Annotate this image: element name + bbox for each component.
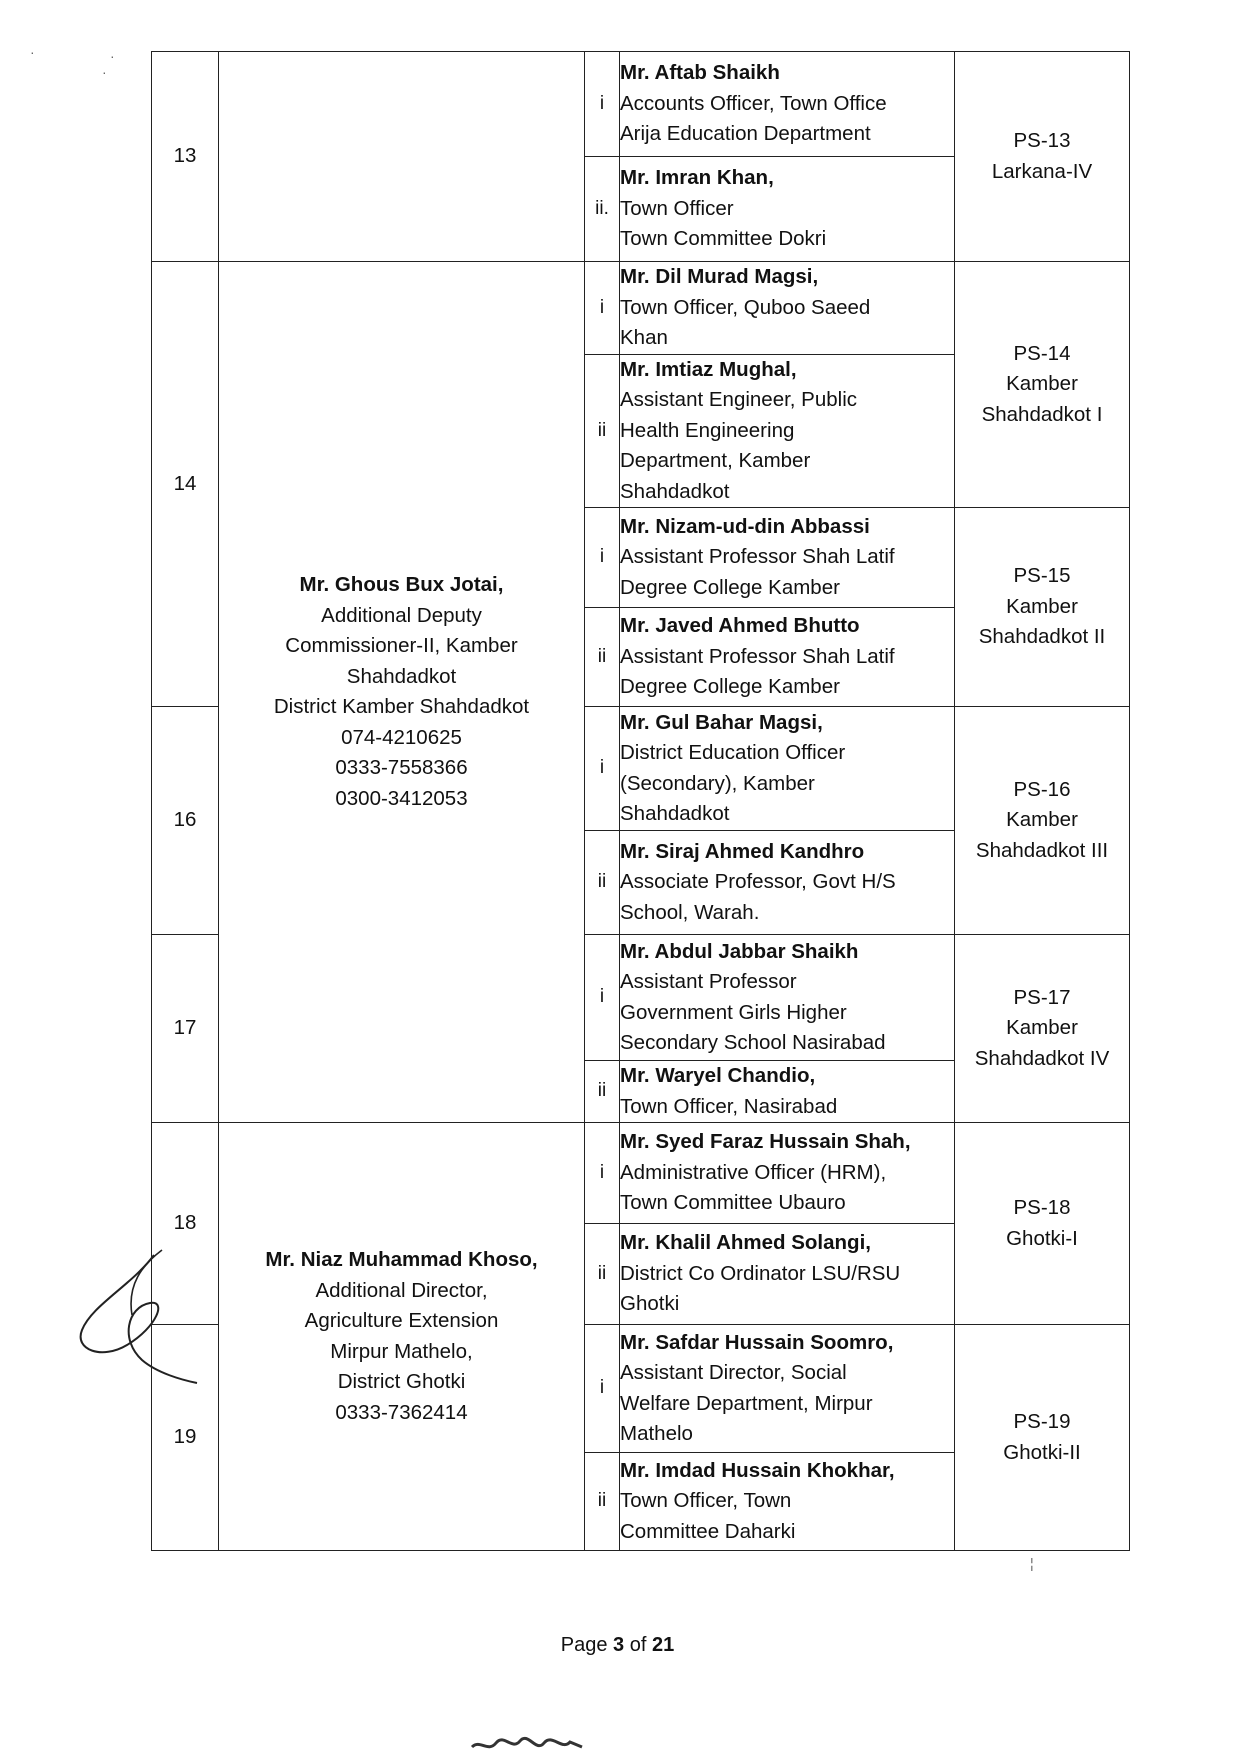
staff-name: Mr. Imtiaz Mughal,: [620, 357, 797, 381]
staff-designation-line: Administrative Officer (HRM),: [620, 1160, 887, 1184]
staff-designation-line: Arija Education Department: [620, 122, 871, 146]
officer-detail-line: District Kamber Shahdadkot: [273, 695, 530, 718]
staff-designation-line: Town Officer: [620, 196, 734, 220]
constituency-code: PS-17: [1013, 985, 1071, 1009]
staff-name: Mr. Waryel Chandio,: [620, 1064, 816, 1087]
page-total: 21: [651, 1634, 675, 1656]
constituency-name: Larkana-IV: [991, 159, 1093, 183]
staff-designation-line: Committee Daharki: [620, 1519, 796, 1543]
staff-name: Mr. Aftab Shaikh: [620, 61, 780, 85]
staff-designation-line: Ghotki: [620, 1292, 680, 1316]
staff-designation-line: School, Warah.: [620, 900, 760, 924]
officer-detail-line: Shahdadkot: [346, 664, 457, 688]
serial-number-cell: 18: [152, 1123, 219, 1325]
page-label: Page: [560, 1634, 614, 1656]
staff-name: Mr. Imran Khan,: [620, 166, 774, 190]
constituency-code: PS-15: [1013, 564, 1071, 588]
constituency-name: Kamber: [1006, 808, 1078, 832]
officer-detail-line: Commissioner-II, Kamber: [285, 634, 518, 657]
staff-designation-line: District Education Officer: [620, 741, 846, 764]
officer-detail-line: Mirpur Mathelo,: [330, 1339, 473, 1363]
staff-designation-line: Department, Kamber: [620, 449, 811, 472]
staff-designation-line: Secondary School Nasirabad: [620, 1031, 886, 1054]
staff-designation-line: Government Girls Higher: [620, 1000, 847, 1024]
staff-cell: [620, 157, 955, 262]
constituency-cell: [955, 707, 1130, 935]
scribble-mark-icon: [470, 1735, 585, 1755]
serial-number-cell: 16: [152, 707, 219, 935]
scan-mark: ¦: [1030, 1555, 1034, 1571]
staff-designation-line: Town Officer, Town: [620, 1489, 792, 1513]
staff-cell: [620, 1123, 955, 1224]
staff-designation-line: Town Officer, Quboo Saeed: [620, 295, 871, 319]
sub-index-cell: i: [585, 508, 620, 608]
staff-cell: [620, 508, 955, 608]
serial-number-cell: 13: [152, 52, 219, 262]
sub-index-cell: ii.: [585, 157, 620, 262]
constituency-cell: [955, 935, 1130, 1123]
staff-designation-line: Assistant Professor Shah Latif: [620, 545, 895, 569]
staff-designation-line: Shahdadkot: [620, 802, 730, 825]
serial-number-cell: 19: [152, 1325, 219, 1551]
constituency-name: Shahdadkot III: [975, 838, 1109, 862]
staff-cell: [620, 707, 955, 831]
staff-cell: [620, 354, 955, 508]
officer-detail-line: Agriculture Extension: [304, 1309, 499, 1332]
staff-designation-line: Assistant Professor Shah Latif: [620, 644, 895, 668]
constituency-name: Shahdadkot IV: [974, 1046, 1110, 1070]
staff-name: Mr. Safdar Hussain Soomro,: [620, 1330, 894, 1354]
officer-phone: 0300-3412053: [335, 786, 468, 810]
constituency-cell: [955, 52, 1130, 262]
staff-designation-line: (Secondary), Kamber: [620, 771, 815, 795]
sub-index-cell: i: [585, 262, 620, 355]
staff-name: Mr. Imdad Hussain Khokhar,: [620, 1458, 895, 1482]
officer-name: Mr. Niaz Muhammad Khoso,: [265, 1248, 538, 1271]
officer-detail-line: District Ghotki: [337, 1370, 466, 1393]
constituency-cell: [955, 1325, 1130, 1551]
constituency-code: PS-18: [1013, 1196, 1071, 1219]
constituency-cell: [955, 262, 1130, 508]
staff-name: Mr. Abdul Jabbar Shaikh: [620, 939, 859, 963]
page-of: of: [624, 1634, 652, 1656]
sub-index-cell: i: [585, 52, 620, 157]
constituency-name: Kamber: [1006, 372, 1078, 396]
sub-index-cell: ii: [585, 354, 620, 508]
staff-designation-line: Degree College Kamber: [620, 675, 840, 699]
staff-name: Mr. Javed Ahmed Bhutto: [620, 614, 860, 638]
constituency-code: PS-14: [1013, 341, 1071, 365]
staff-cell: [620, 831, 955, 935]
officer-name: Mr. Ghous Bux Jotai,: [299, 573, 504, 596]
staff-name: Mr. Nizam-ud-din Abbassi: [620, 514, 870, 538]
staff-designation-line: Shahdadkot: [620, 479, 730, 503]
staff-cell: [620, 608, 955, 707]
signature-icon: [72, 1245, 202, 1385]
presiding-officer-cell: [219, 262, 585, 1123]
staff-designation-line: Welfare Department, Mirpur: [620, 1391, 873, 1415]
scan-mark: ·: [102, 64, 107, 80]
staff-name: Mr. Siraj Ahmed Kandhro: [620, 839, 865, 863]
constituency-code: PS-19: [1013, 1410, 1071, 1433]
staff-designation-line: Town Committee Dokri: [620, 227, 827, 251]
staff-designation-line: Assistant Director, Social: [620, 1361, 847, 1384]
staff-designation-line: Accounts Officer, Town Office: [620, 91, 887, 115]
page-current: 3: [613, 1634, 625, 1656]
staff-designation-line: Associate Professor, Govt H/S: [620, 870, 896, 894]
staff-designation-line: Assistant Engineer, Public: [620, 388, 858, 411]
sub-index-cell: ii: [585, 831, 620, 935]
serial-number-cell: 17: [152, 935, 219, 1123]
presiding-officer-cell: [219, 1123, 585, 1551]
staff-cell: [620, 1061, 955, 1123]
officer-detail-line: Additional Deputy: [321, 603, 482, 627]
constituency-code: PS-16: [1013, 777, 1071, 801]
sub-index-cell: i: [585, 707, 620, 831]
staff-designation-line: Town Officer, Nasirabad: [620, 1094, 838, 1118]
officer-detail-line: Additional Director,: [315, 1278, 488, 1302]
staff-cell: [620, 1453, 955, 1551]
staff-name: Mr. Dil Murad Magsi,: [620, 265, 819, 288]
staff-designation-line: Town Committee Ubauro: [620, 1191, 846, 1215]
constituency-cell: [955, 508, 1130, 707]
staff-cell: [620, 1325, 955, 1453]
staff-cell: [620, 262, 955, 355]
serial-number-cell: 14: [152, 262, 219, 707]
constituency-code: PS-13: [1013, 129, 1071, 152]
officer-phone: 0333-7362414: [335, 1400, 468, 1424]
presiding-officer-cell-empty: [219, 52, 585, 262]
staff-designation-line: Degree College Kamber: [620, 575, 840, 599]
staff-cell: [620, 935, 955, 1061]
constituency-name: Shahdadkot II: [978, 625, 1106, 649]
staff-designation-line: Health Engineering: [620, 418, 795, 442]
staff-designation-line: District Co Ordinator LSU/RSU: [620, 1261, 901, 1285]
constituency-cell: [955, 1123, 1130, 1325]
staff-name: Mr. Gul Bahar Magsi,: [620, 710, 823, 734]
sub-index-cell: i: [585, 1325, 620, 1453]
constituency-name: Kamber: [1006, 1016, 1078, 1040]
sub-index-cell: ii: [585, 1453, 620, 1551]
sub-index-cell: ii: [585, 1224, 620, 1325]
scan-mark: ·: [110, 48, 115, 64]
polling-staff-table: [151, 51, 1130, 1551]
officer-phone: 074-4210625: [341, 725, 462, 749]
sub-index-cell: ii: [585, 608, 620, 707]
constituency-name: Ghotki-II: [1003, 1440, 1081, 1464]
staff-cell: [620, 52, 955, 157]
staff-designation-line: Khan: [620, 326, 668, 349]
staff-designation-line: Assistant Professor: [620, 970, 797, 993]
sub-index-cell: i: [585, 935, 620, 1061]
sub-index-cell: i: [585, 1123, 620, 1224]
page-footer: [0, 1634, 1235, 1657]
staff-name: Mr. Khalil Ahmed Solangi,: [620, 1231, 871, 1255]
sub-index-cell: ii: [585, 1061, 620, 1123]
staff-designation-line: Mathelo: [620, 1422, 693, 1445]
officer-phone: 0333-7558366: [335, 756, 468, 779]
constituency-name: Shahdadkot I: [981, 402, 1103, 426]
staff-cell: [620, 1224, 955, 1325]
constituency-name: Kamber: [1006, 594, 1078, 618]
staff-name: Mr. Syed Faraz Hussain Shah,: [620, 1130, 911, 1154]
constituency-name: Ghotki-I: [1006, 1226, 1078, 1250]
scan-mark: ·: [30, 44, 35, 60]
